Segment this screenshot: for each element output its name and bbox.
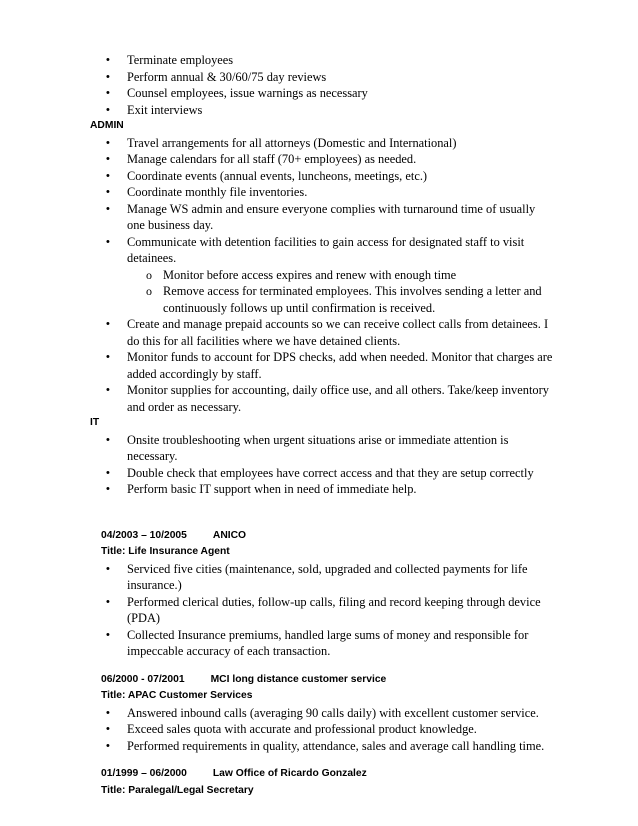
list-item: • Performed clerical duties, follow-up calls, filing and record keeping through device (PDA) — [106, 594, 556, 627]
sub-list-item: o Remove access for terminated employees. This involves sending a letter and continuously follows up until confirmation is received. — [146, 283, 556, 316]
list-item: • Exceed sales quota with accurate and professional product knowledge. — [106, 721, 556, 738]
list-item: • Exit interviews — [106, 102, 556, 119]
job-header-mci — [101, 672, 638, 689]
section-gap — [0, 498, 638, 528]
list-item: • Travel arrangements for all attorneys (Domestic and International) — [106, 135, 556, 152]
section-gap — [0, 660, 638, 672]
job-dates: 01/1999 – 06/2000 — [101, 768, 187, 779]
admin-sub-wrap — [106, 267, 556, 317]
sub-list-item: o Monitor before access expires and renew with enough time — [146, 267, 556, 284]
it-heading: IT — [90, 417, 100, 428]
list-item: • Collected Insurance premiums, handled large sums of money and responsible for impeccable accuracy of each transaction. — [106, 627, 556, 660]
section-gap — [0, 754, 638, 766]
list-item: • Serviced five cities (maintenance, sold, upgraded and collected payments for life insurance.) — [106, 561, 556, 594]
job-title: Title: Life Insurance Agent — [101, 546, 230, 557]
job-title: Title: APAC Customer Services — [101, 690, 253, 701]
admin-sub-list — [146, 267, 556, 317]
list-item: • Perform annual & 30/60/75 day reviews — [106, 69, 556, 86]
list-item: • Perform basic IT support when in need of immediate help. — [106, 481, 556, 498]
list-item: • Onsite troubleshooting when urgent situations arise or immediate attention is necessary. — [106, 432, 556, 465]
job-company: MCI long distance customer service — [210, 673, 387, 685]
list-item: • Double check that employees have correct access and that they are setup correctly — [106, 465, 556, 482]
list-item: • Coordinate monthly file inventories. — [106, 184, 556, 201]
job-header-law-office — [101, 766, 638, 783]
top-margin — [0, 0, 638, 52]
list-item: • Performed requirements in quality, attendance, sales and average call handling time. — [106, 738, 556, 755]
list-item: • Counsel employees, issue warnings as necessary — [106, 85, 556, 102]
admin-heading: ADMIN — [90, 120, 124, 131]
job-header-anico — [101, 528, 638, 545]
job-company: Law Office of Ricardo Gonzalez — [212, 768, 367, 779]
job-duties-list — [106, 705, 556, 755]
job-company: ANICO — [212, 529, 247, 541]
job-dates: 06/2000 - 07/2001 — [101, 673, 185, 685]
admin-duties-list-continued — [106, 316, 556, 415]
admin-duties-list — [106, 135, 556, 267]
list-item: • Answered inbound calls (averaging 90 calls daily) with excellent customer service. — [106, 705, 556, 722]
list-item: • Coordinate events (annual events, luncheons, meetings, etc.) — [106, 168, 556, 185]
list-item: • Monitor funds to account for DPS checks, add when needed. Monitor that charges are added accordingly by staff. — [106, 349, 556, 382]
list-item: • Create and manage prepaid accounts so we can receive collect calls from detainees. I do this for all facilities where we have detained clients. — [106, 316, 556, 349]
list-item: • Monitor supplies for accounting, daily office use, and all others. Take/keep inventory and order as necessary. — [106, 382, 556, 415]
list-item: • Manage WS admin and ensure everyone complies with turnaround time of usually one business day. — [106, 201, 556, 234]
list-item: • Communicate with detention facilities to gain access for designated staff to visit detainees. — [106, 234, 556, 267]
job-duties-list — [106, 561, 556, 660]
list-item: • Manage calendars for all staff (70+ employees) as needed. — [106, 151, 556, 168]
list-item: • Terminate employees — [106, 52, 556, 69]
it-duties-list — [106, 432, 556, 498]
job-dates: 04/2003 – 10/2005 — [101, 529, 187, 541]
job-title: Title: Paralegal/Legal Secretary — [101, 784, 254, 796]
hr-duties-list — [106, 52, 556, 118]
